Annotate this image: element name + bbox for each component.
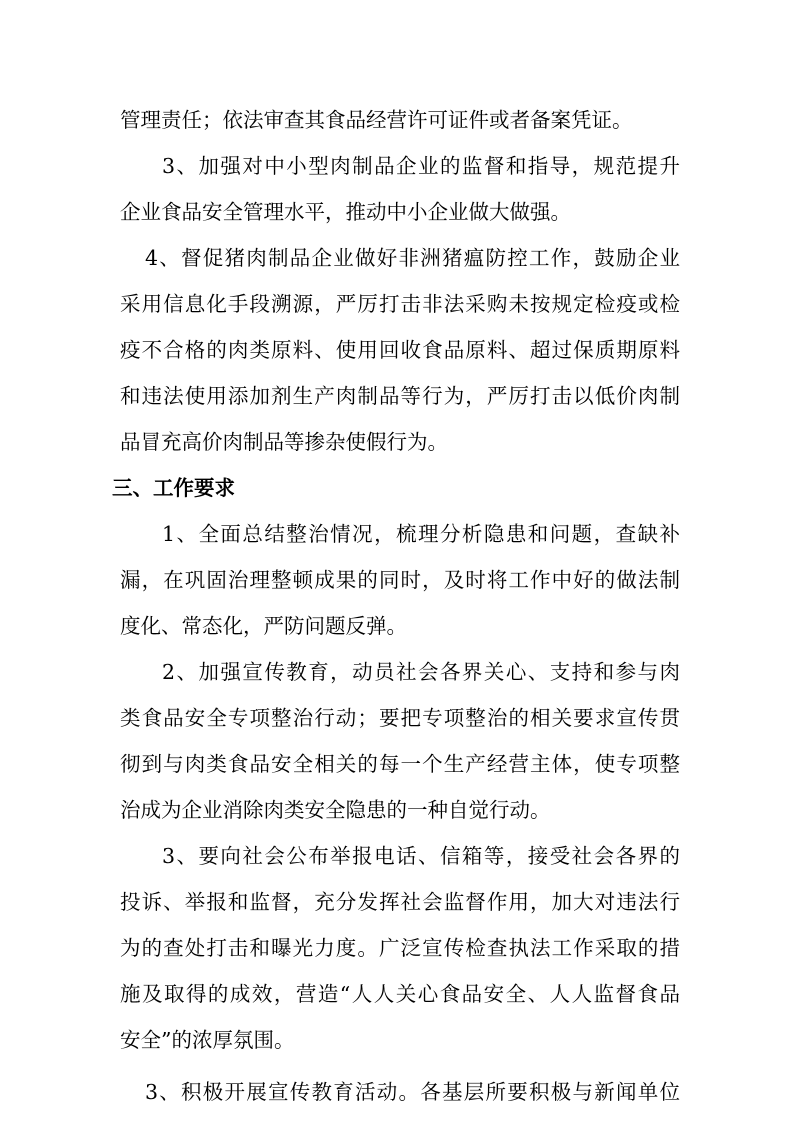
text-line: 治成为企业消除肉类安全隐患的一种自觉行动。: [120, 798, 551, 822]
text-line: 漏，在巩固治理整顿成果的同时，及时将工作中好的做法制: [120, 568, 680, 592]
text-line: 3、积极开展宣传教育活动。各基层所要积极与新闻单位: [145, 1080, 680, 1104]
text-line: 4、督促猪肉制品企业做好非洲猪瘟防控工作，鼓励企业: [145, 246, 680, 270]
text-line: 类食品安全专项整治行动；要把专项整治的相关要求宣传贯: [120, 706, 680, 730]
text-line: 2、加强宣传教育，动员社会各界关心、支持和参与肉: [162, 660, 680, 684]
text-line: 度化、常态化，严防问题反弹。: [120, 614, 407, 638]
text-line: 品冒充高价肉制品等掺杂使假行为。: [120, 430, 448, 454]
text-line: 3、加强对中小型肉制品企业的监督和指导，规范提升: [162, 154, 680, 178]
text-line: 采用信息化手段溯源，严厉打击非法采购未按规定检疫或检: [120, 292, 680, 316]
text-line: 企业食品安全管理水平，推动中小企业做大做强。: [120, 200, 571, 224]
text-line: 疫不合格的肉类原料、使用回收食品原料、超过保质期原料: [120, 338, 680, 362]
section-heading: 三、工作要求: [112, 476, 235, 500]
text-line: 施及取得的成效，营造“人人关心食品安全、人人监督食品: [120, 982, 680, 1006]
text-line: 3、要向社会公布举报电话、信箱等，接受社会各界的: [162, 844, 680, 868]
text-line: 为的查处打击和曝光力度。广泛宣传检查执法工作采取的措: [120, 936, 680, 960]
text-line: 管理责任；依法审查其食品经营许可证件或者备案凭证。: [120, 108, 633, 132]
text-line: 彻到与肉类食品安全相关的每一个生产经营主体，使专项整: [120, 752, 680, 776]
text-line: 投诉、举报和监督，充分发挥社会监督作用，加大对违法行: [120, 890, 680, 914]
text-line: 安全”的浓厚氛围。: [120, 1028, 295, 1052]
text-line: 和违法使用添加剂生产肉制品等行为，严厉打击以低价肉制: [120, 384, 680, 408]
text-line: 1、全面总结整治情况，梳理分析隐患和问题，查缺补: [162, 522, 680, 546]
